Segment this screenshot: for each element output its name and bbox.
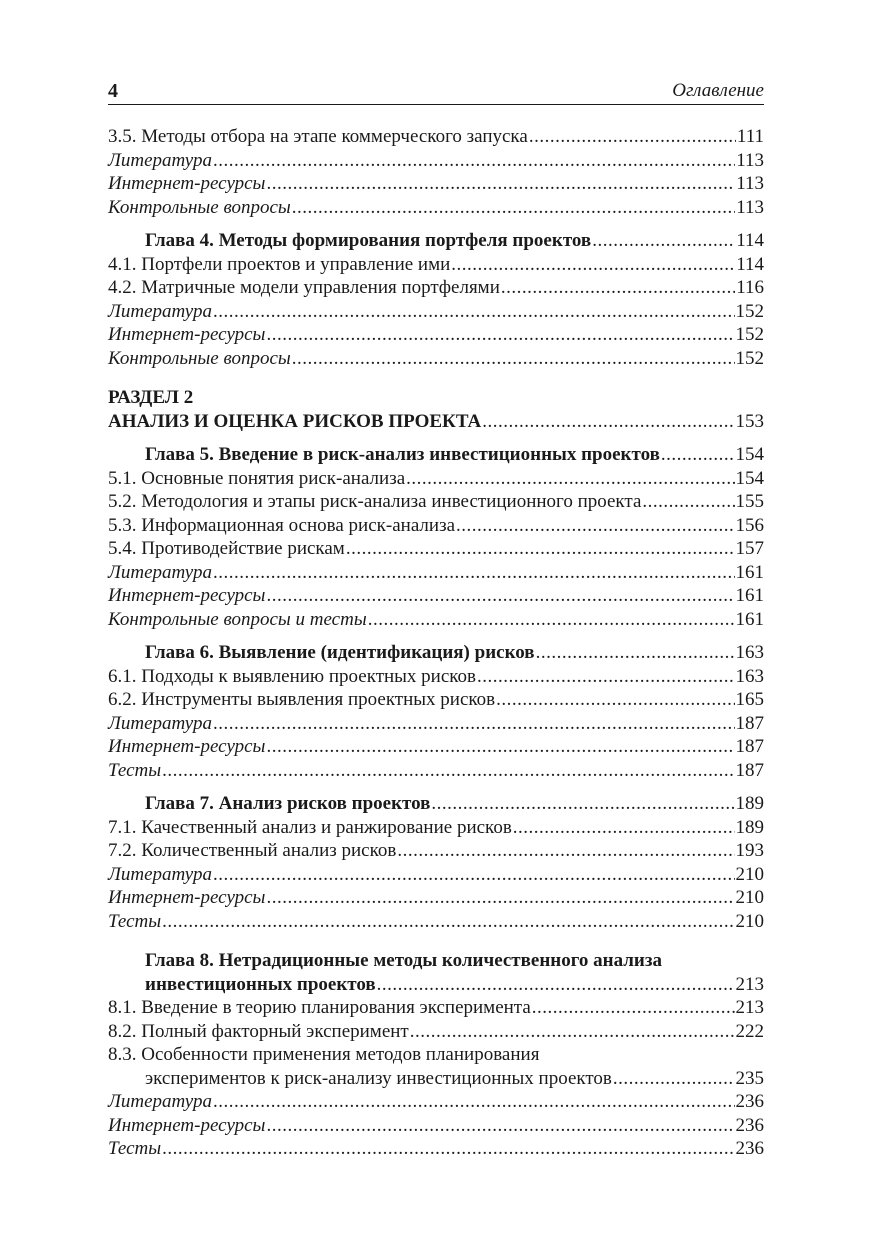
toc-entry-page: 210 — [735, 863, 764, 885]
toc-entry[interactable] — [108, 712, 764, 736]
toc-entry-page: 152 — [735, 324, 764, 345]
toc-entry-title: Контрольные вопросы — [108, 196, 291, 218]
toc-entry-page: 163 — [735, 665, 764, 687]
toc-entry[interactable] — [108, 514, 764, 538]
toc-entry-title: Литература — [108, 149, 212, 171]
toc-entry-page: 189 — [735, 816, 764, 838]
toc-entry-page: 187 — [735, 712, 764, 734]
toc-entry-line2[interactable] — [108, 1067, 764, 1091]
toc-chapter-heading-line1[interactable]: Глава 8. Нетрадиционные методы количественного анализа — [145, 950, 662, 971]
toc-entry[interactable] — [108, 561, 764, 585]
toc-entry-title: 6.2. Инструменты выявления проектных рисков — [108, 689, 496, 710]
toc-entry[interactable] — [108, 1090, 764, 1114]
toc-entry-title: Интернет-ресурсы — [108, 173, 266, 194]
toc-chapter-heading[interactable] — [108, 229, 764, 253]
toc-entry-page: 157 — [735, 538, 764, 559]
toc-entry-title: Тесты — [108, 910, 162, 932]
toc-entry-page: 113 — [736, 196, 764, 218]
toc-entry-page: 153 — [735, 410, 764, 432]
toc-entry-title: Контрольные вопросы — [108, 347, 291, 369]
toc-entry-page: 161 — [735, 585, 764, 606]
toc-entry-title: 5.1. Основные понятия риск-анализа — [108, 467, 406, 489]
toc-entry-page: 154 — [735, 467, 764, 489]
toc-group-chapter6 — [108, 641, 764, 782]
toc-entry-title: Литература — [108, 863, 212, 885]
toc-entry-title: 5.2. Методология и этапы риск-анализа инвестиционного проекта — [108, 491, 642, 512]
toc-entry[interactable] — [108, 863, 764, 887]
toc-entry-title: 5.4. Противодействие рискам — [108, 538, 345, 559]
toc-entry-page: 155 — [735, 491, 764, 512]
toc-entry[interactable] — [108, 125, 764, 149]
toc-entry[interactable] — [108, 300, 764, 324]
toc-entry-title: Тесты — [108, 759, 162, 781]
toc-entry-page: 113 — [736, 149, 764, 171]
toc-entry-page: 163 — [735, 642, 764, 663]
toc-entry-title: 7.2. Количественный анализ рисков — [108, 840, 397, 861]
toc-entry-page: 161 — [735, 561, 764, 583]
toc-entry-title: Литература — [108, 300, 212, 322]
toc-entry-page: 114 — [736, 253, 764, 275]
toc-entry[interactable] — [108, 1114, 764, 1138]
toc-group-chapter5 — [108, 443, 764, 631]
toc-group-chapter7 — [108, 792, 764, 933]
toc-entry[interactable] — [108, 490, 764, 514]
toc-entry-title: Интернет-ресурсы — [108, 887, 266, 908]
toc-entry-page: 193 — [735, 840, 764, 861]
toc-entry-page: 187 — [735, 736, 764, 757]
toc-group-chapter4 — [108, 229, 764, 370]
toc-entry-line1[interactable]: 8.3. Особенности применения методов планирования — [108, 1044, 540, 1065]
toc-entry-page: 236 — [735, 1114, 764, 1136]
toc-entry-page: 210 — [735, 910, 764, 932]
toc-entry-page: 152 — [735, 300, 764, 322]
toc-entry-page: 114 — [736, 230, 764, 251]
toc-entry[interactable] — [108, 276, 764, 300]
toc-entry[interactable] — [108, 347, 764, 371]
toc-chapter-heading[interactable] — [108, 641, 764, 665]
toc-entry-title: Литература — [108, 712, 212, 734]
toc-entry-title: Глава 5. Введение в риск-анализ инвестиционных проектов — [145, 444, 660, 465]
toc-entry-title: 4.2. Матричные модели управления портфелями — [108, 277, 500, 298]
toc-entry[interactable] — [108, 688, 764, 712]
toc-group-chapter3-tail — [108, 125, 764, 219]
toc-entry[interactable] — [108, 839, 764, 863]
toc-section-heading[interactable] — [108, 410, 764, 434]
toc-entry-page: 113 — [736, 173, 764, 194]
toc-page — [108, 76, 764, 1161]
toc-entry-title: экспериментов к риск-анализу инвестиционных проектов — [145, 1067, 612, 1089]
toc-entry-page: 111 — [736, 126, 764, 147]
toc-entry[interactable] — [108, 665, 764, 689]
toc-entry-title: 4.1. Портфели проектов и управление ими — [108, 253, 451, 275]
toc-entry-page: 213 — [735, 997, 764, 1018]
toc-entry[interactable] — [108, 735, 764, 759]
toc-entry[interactable] — [108, 537, 764, 561]
running-title: Оглавление — [672, 80, 764, 101]
toc-entry-title: Интернет-ресурсы — [108, 585, 266, 606]
toc-entry-page: 210 — [735, 887, 764, 908]
toc-entry[interactable] — [108, 172, 764, 196]
toc-entry[interactable] — [108, 816, 764, 840]
toc-entry-title: 3.5. Методы отбора на этапе коммерческого запуска — [108, 126, 528, 147]
toc-entry-title: Интернет-ресурсы — [108, 736, 266, 757]
toc-entry-page: 161 — [735, 608, 764, 630]
toc-entry-title: Интернет-ресурсы — [108, 324, 266, 345]
toc-entry[interactable] — [108, 467, 764, 491]
toc-entry[interactable] — [108, 886, 764, 910]
toc-group-section2 — [108, 386, 764, 433]
toc-entry-title: 5.3. Информационная основа риск-анализа — [108, 514, 456, 536]
toc-chapter-heading[interactable] — [108, 792, 764, 816]
page-number: 4 — [108, 80, 118, 102]
toc-entry[interactable] — [108, 1137, 764, 1161]
toc-entry-title: Тесты — [108, 1138, 162, 1159]
toc-entry[interactable] — [108, 759, 764, 783]
toc-entry[interactable] — [108, 149, 764, 173]
toc-entry-title: 7.1. Качественный анализ и ранжирование рисков — [108, 816, 512, 838]
toc-entry-title: Литература — [108, 561, 212, 583]
toc-entry[interactable] — [108, 196, 764, 220]
toc-entry-page: 213 — [735, 973, 764, 995]
toc-entry-page: 116 — [736, 277, 764, 298]
toc-entry-page: 165 — [735, 689, 764, 710]
toc-entry-title: Литература — [108, 1091, 212, 1112]
toc-entry-page: 156 — [735, 514, 764, 536]
toc-entry-title: Глава 6. Выявление (идентификация) рисков — [145, 642, 535, 663]
toc-chapter-heading[interactable] — [108, 443, 764, 467]
toc-entry-title: Глава 7. Анализ рисков проектов — [145, 793, 431, 814]
toc-entry-title: Контрольные вопросы и тесты — [108, 608, 367, 630]
toc-entry-title: АНАЛИЗ И ОЦЕНКА РИСКОВ ПРОЕКТА — [108, 410, 482, 432]
toc-entry-title: 8.1. Введение в теорию планирования эксперимента — [108, 997, 531, 1018]
toc-entry-page: 152 — [735, 347, 764, 369]
toc-chapter-heading-line2[interactable] — [108, 973, 764, 997]
toc-entry-page: 236 — [735, 1091, 764, 1112]
toc-entry-page: 154 — [735, 444, 764, 465]
toc-entry-page: 235 — [735, 1067, 764, 1089]
toc-entry-page: 187 — [735, 759, 764, 781]
toc-entry-title: инвестиционных проектов — [145, 973, 376, 995]
toc-entry[interactable] — [108, 608, 764, 632]
toc-entry-page: 236 — [735, 1138, 764, 1159]
toc-entry-title: Интернет-ресурсы — [108, 1114, 266, 1136]
toc-entry[interactable] — [108, 910, 764, 934]
toc-entry-title: 6.1. Подходы к выявлению проектных рисков — [108, 665, 477, 687]
toc-entry[interactable] — [108, 996, 764, 1020]
toc-entry[interactable] — [108, 253, 764, 277]
toc-group-chapter8 — [108, 949, 764, 1161]
toc-entry-title: Глава 4. Методы формирования портфеля проектов — [145, 230, 592, 251]
toc-section-label: РАЗДЕЛ 2 — [108, 387, 194, 408]
toc-entry[interactable] — [108, 1020, 764, 1044]
table-of-contents — [108, 125, 764, 1161]
running-header — [108, 76, 764, 105]
toc-entry[interactable] — [108, 323, 764, 347]
toc-entry-page: 189 — [735, 793, 764, 814]
toc-entry-title: 8.2. Полный факторный эксперимент — [108, 1020, 409, 1042]
toc-entry[interactable] — [108, 584, 764, 608]
toc-entry-page: 222 — [735, 1020, 764, 1042]
